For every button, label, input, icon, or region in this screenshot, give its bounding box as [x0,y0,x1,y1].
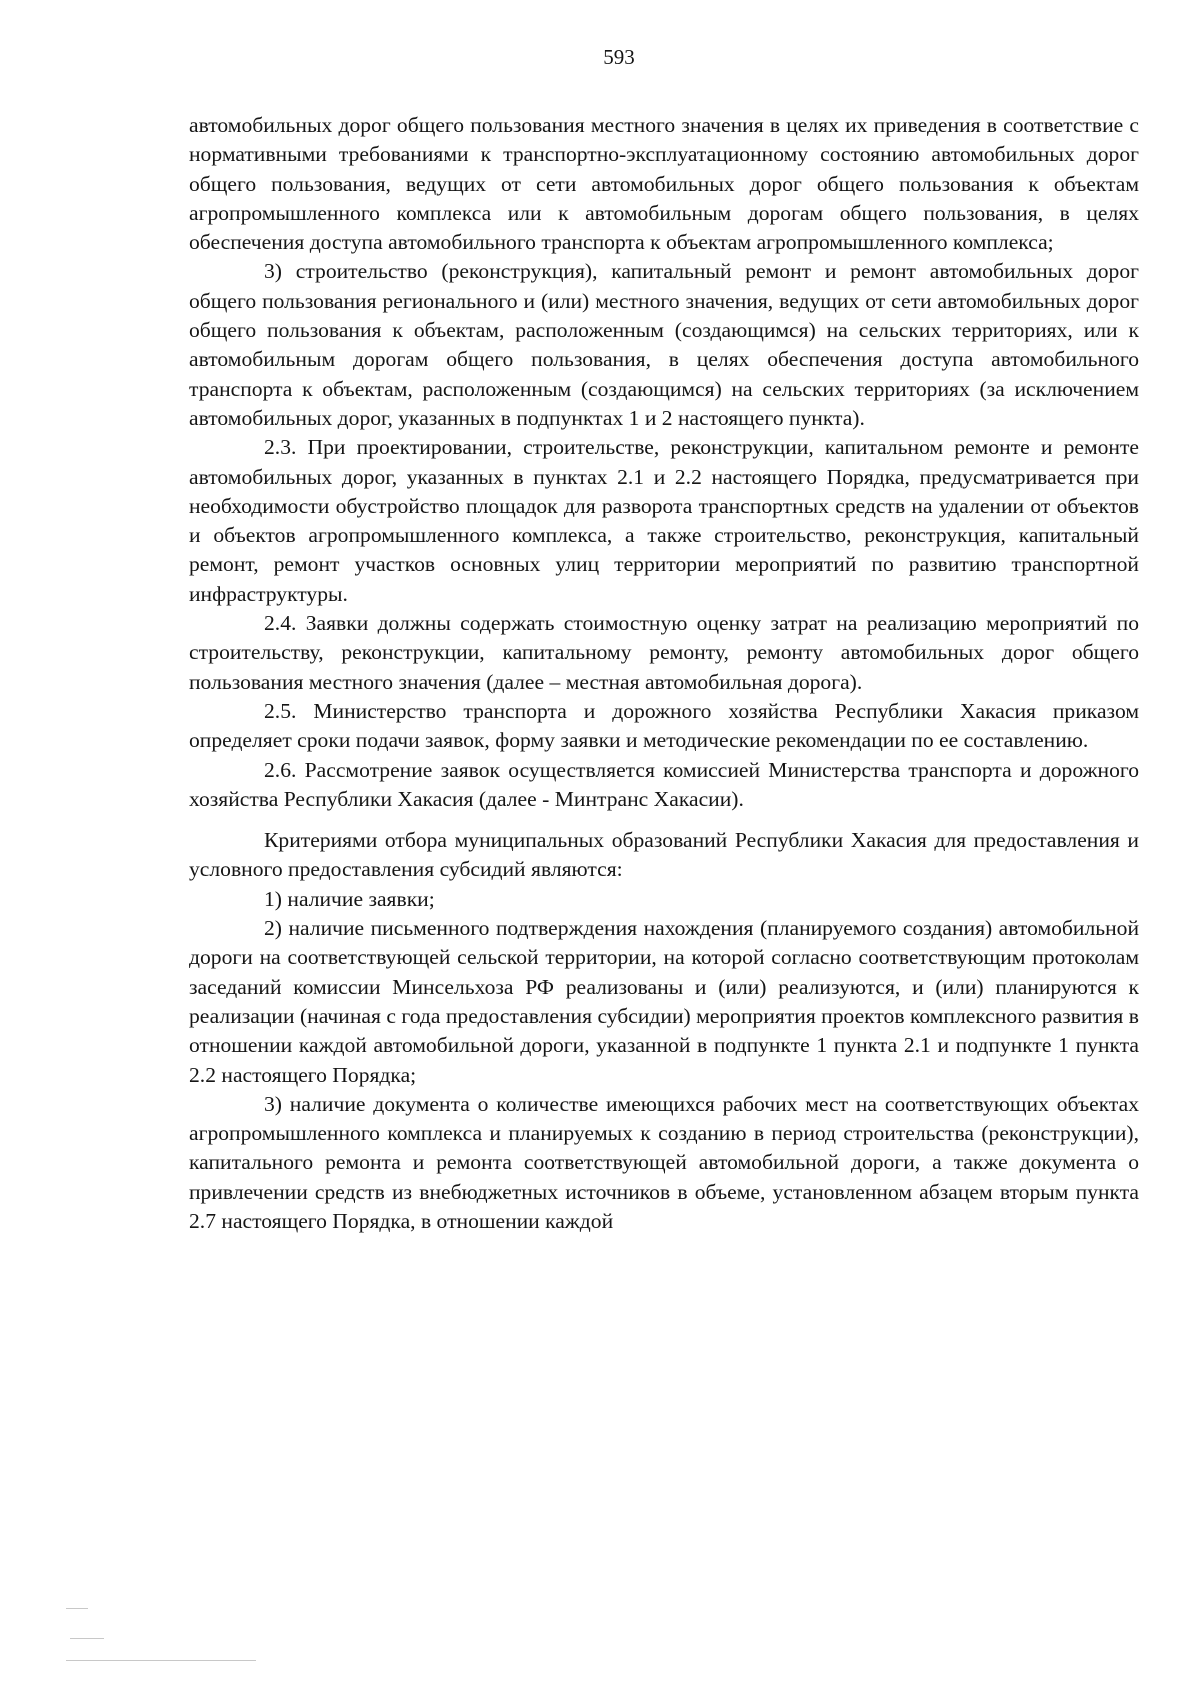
paragraph-2-4: 2.4. Заявки должны содержать стоимостную оценку затрат на реализацию мероприятий по строительству, реконструкции, капитальному ремонту, ремонту автомобильных дорог общего пользования местного значения (далее – местная автомобильная дорога). [189,611,1139,694]
paragraph-criterion-1: 1) наличие заявки; [264,886,435,911]
paragraph-selection-criteria: Критериями отбора муниципальных образований Республики Хакасия для предоставления и условного предоставления субсидий являются: [189,828,1139,882]
paragraph-item-3-construction: 3) строительство (реконструкция), капитальный ремонт и ремонт автомобильных дорог общего пользования регионального и (или) местного значения, ведущих от сети автомобильных дорог общего пользования к объектам, расположенным (создающимся) на сельских территориях, или к автомобильным дорогам общего пользования, в целях обеспечения доступа автомобильного транспорта к объектам, расположенным (создающимся) на сельских территориях (за исключением автомобильных дорог, указанных в подпунктах 1 и 2 настоящего пункта). [189,259,1139,430]
paragraph-criterion-2: 2) наличие письменного подтверждения нахождения (планируемого создания) автомобильной дороги на соответствующей сельской территории, на которой согласно соответствующим протоколам заседаний комиссии Минсельхоза РФ реализованы и (или) реализуются, и (или) планируются к реализации (начиная с года предоставления субсидии) мероприятия проектов комплексного развития в отношении каждой автомобильной дороги, указанной в подпункте 1 пункта 2.1 и подпункте 1 пункта 2.2 настоящего Порядка; [189,916,1139,1087]
paragraph-roads-continuation: автомобильных дорог общего пользования местного значения в целях их приведения в соответствие с нормативными требованиями к транспортно-эксплуатационному состоянию автомобильных дорог общего пользования, ведущих от сети автомобильных дорог общего пользования к объектам агропромышленного комплекса или к автомобильным дорогам общего пользования, в целях обеспечения доступа автомобильного транспорта к объектам агропромышленного комплекса; [189,113,1139,255]
scan-artifacts [66,1600,266,1670]
paragraph-2-3: 2.3. При проектировании, строительстве, реконструкции, капитальном ремонте и ремонте автомобильных дорог, указанных в пунктах 2.1 и 2.2 настоящего Порядка, предусматривается при необходимости обустройство площадок для разворота транспортных средств на удалении от объектов и объектов агропромышленного комплекса, а также строительство, реконструкция, капитальный ремонт, ремонт участков основных улиц территории мероприятий по развитию транспортной инфраструктуры. [189,435,1139,606]
paragraph-2-5: 2.5. Министерство транспорта и дорожного хозяйства Республики Хакасия приказом определяет сроки подачи заявок, форму заявки и методические рекомендации по ее составлению. [189,698,1139,753]
document-body [189,111,1139,1236]
paragraph-2-6: 2.6. Рассмотрение заявок осуществляется комиссией Министерства транспорта и дорожного хозяйства Республики Хакасия (далее - Минтранс Хакасии). [189,757,1139,811]
page-number: 593 [603,45,635,69]
paragraph-criterion-3: 3) наличие документа о количестве имеющихся рабочих мест на соответствующих объектах агропромышленного комплекса и планируемых к созданию в период строительства (реконструкции), капитального ремонта и ремонта соответствующей автомобильной дороги, а также документа о привлечении средств из внебюджетных источников в объеме, установленном абзацем вторым пункта 2.7 настоящего Порядка, в отношении каждой [189,1091,1139,1233]
